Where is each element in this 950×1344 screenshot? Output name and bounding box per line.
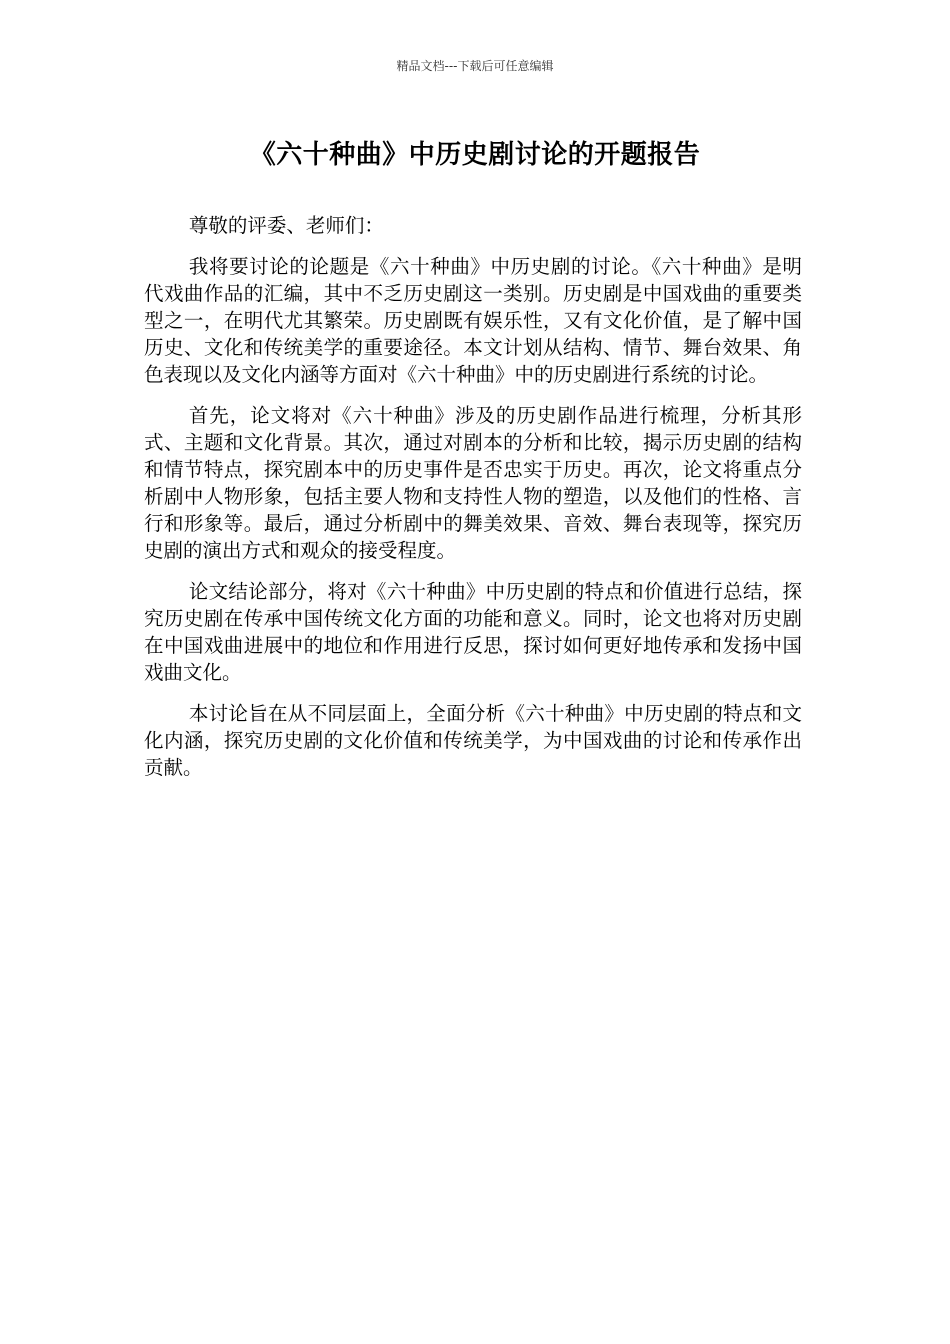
- page-header: 精品文档---下载后可任意编辑: [396, 59, 554, 73]
- paragraph-3: 论文结论部分，将对《六十种曲》中历史剧的特点和价值进行总结，探究历史剧在传承中国传统文化方面的功能和意义。同时，论文也将对历史剧在中国戏曲进展中的地位和作用进行反思，探讨如何更好地传承和发扬中国戏曲文化。: [144, 580, 802, 684]
- document-body: [144, 212, 802, 795]
- document-title: 《六十种曲》中历史剧讨论的开题报告: [249, 140, 701, 170]
- salutation: 尊敬的评委、老师们：: [188, 214, 384, 237]
- paragraph-2: 首先，论文将对《六十种曲》涉及的历史剧作品进行梳理，分析其形式、主题和文化背景。其次，通过对剧本的分析和比较，揭示历史剧的结构和情节特点，探究剧本中的历史事件是否忠实于历史。再次，论文将重点分析剧中人物形象，包括主要人物和支持性人物的塑造，以及他们的性格、言行和形象等。最后，通过分析剧中的舞美效果、音效、舞台表现等，探究历史剧的演出方式和观众的接受程度。: [144, 404, 802, 562]
- paragraph-4: 本讨论旨在从不同层面上，全面分析《六十种曲》中历史剧的特点和文化内涵，探究历史剧的文化价值和传统美学，为中国戏曲的讨论和传承作出贡献。: [144, 702, 802, 779]
- paragraph-1: 我将要讨论的论题是《六十种曲》中历史剧的讨论。《六十种曲》是明代戏曲作品的汇编，其中不乏历史剧这一类别。历史剧是中国戏曲的重要类型之一，在明代尤其繁荣。历史剧既有娱乐性，又有文化价值，是了解中国历史、文化和传统美学的重要途径。本文计划从结构、情节、舞台效果、角色表现以及文化内涵等方面对《六十种曲》中的历史剧进行系统的讨论。: [144, 255, 802, 386]
